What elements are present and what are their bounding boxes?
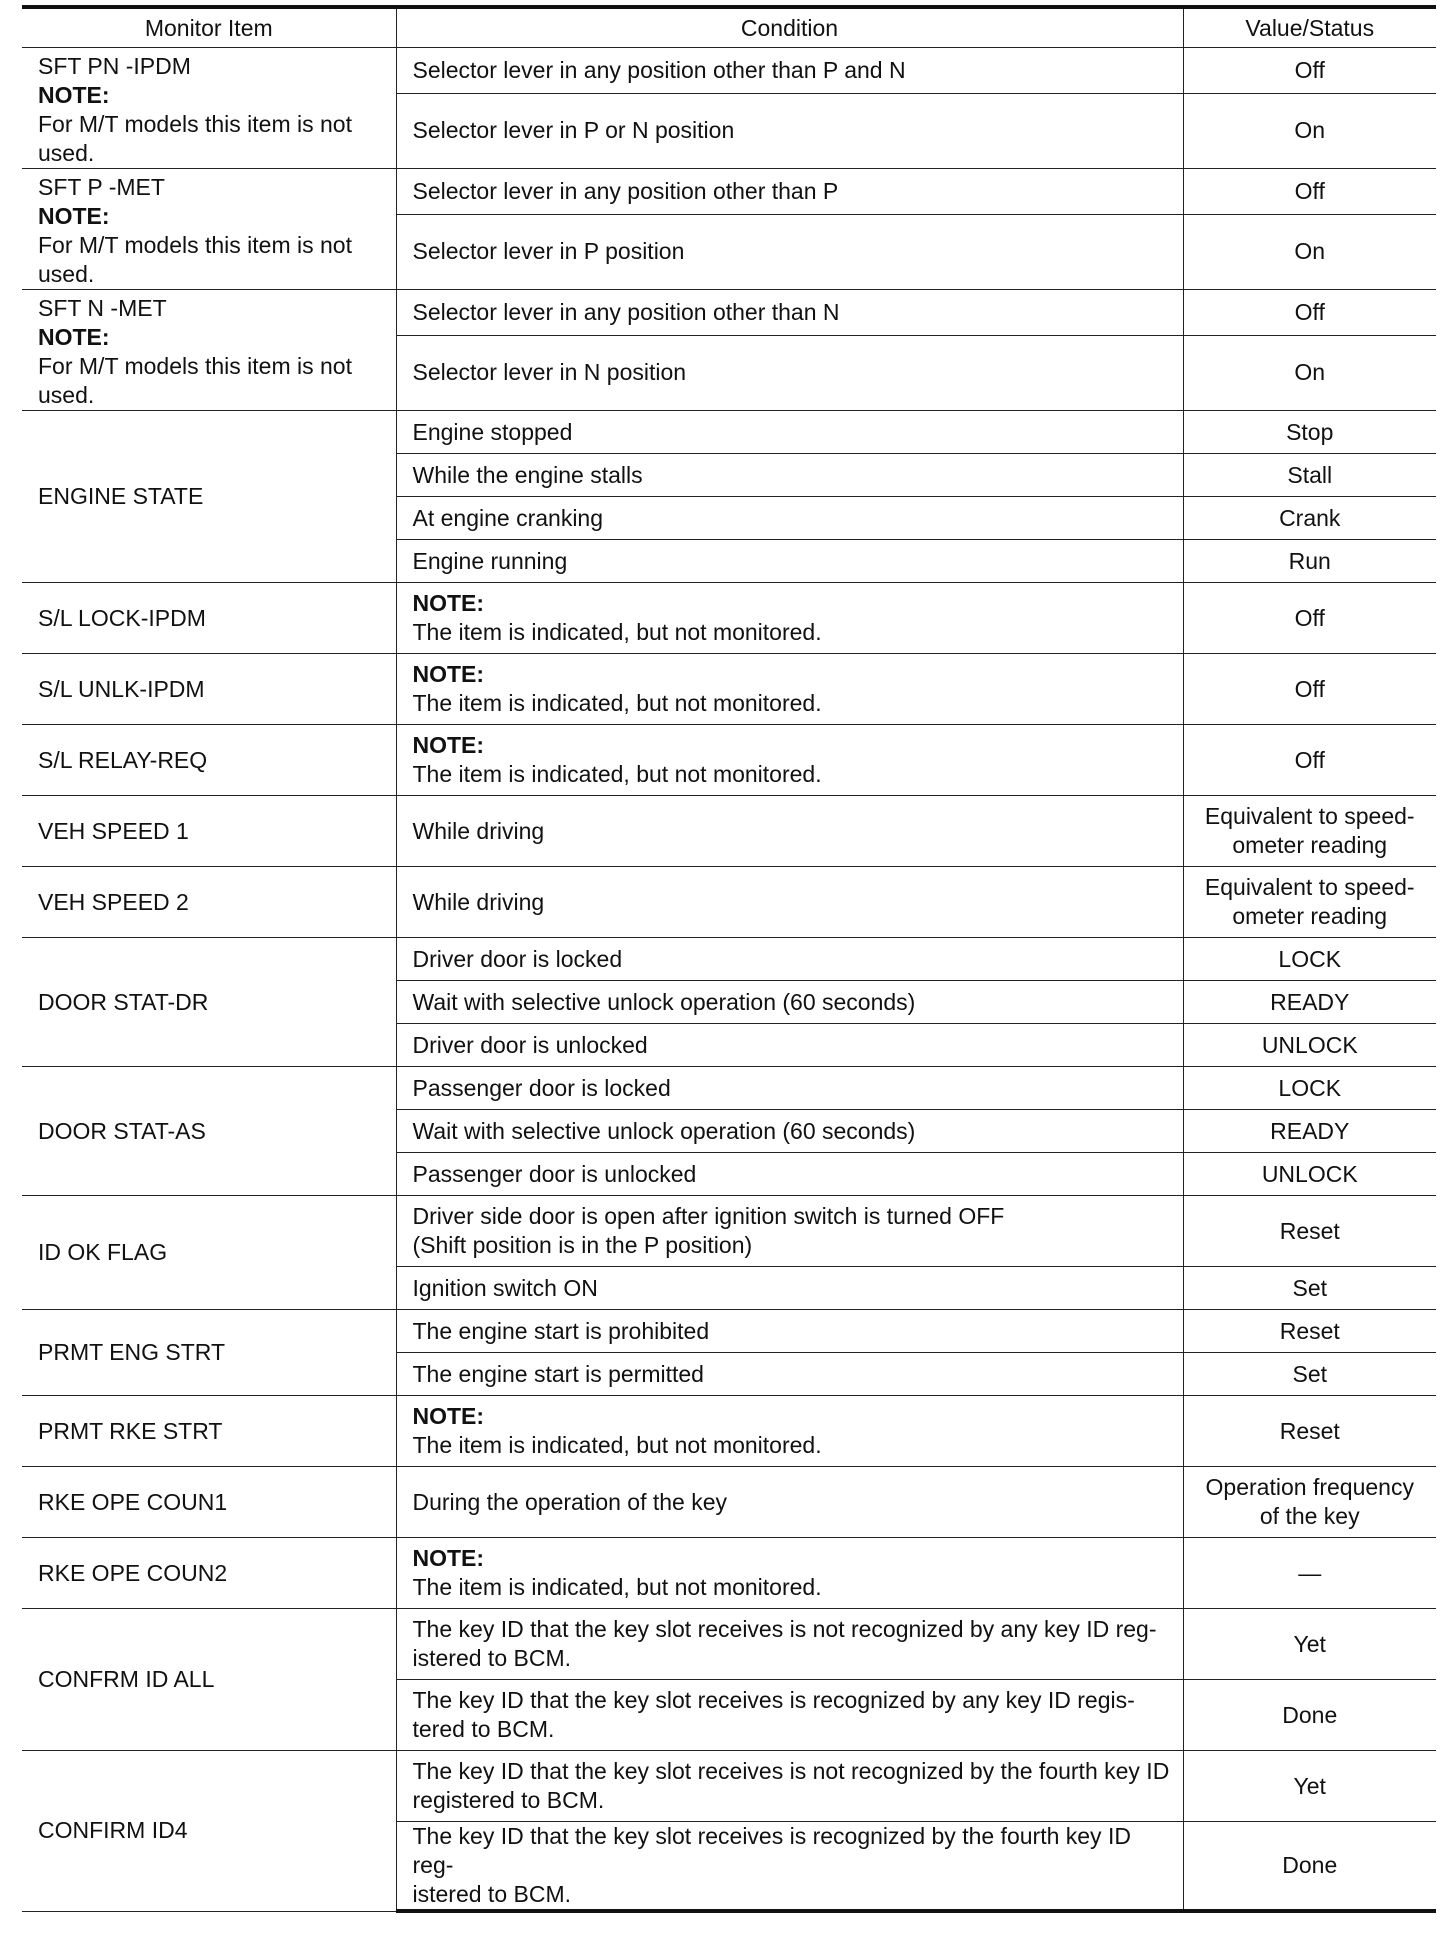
condition-text: Engine stopped — [412, 418, 573, 445]
table-row — [22, 867, 1436, 938]
condition-cell — [396, 1751, 1183, 1822]
monitor-item-name: PRMT RKE STRT — [38, 1417, 223, 1444]
table-body — [22, 48, 1436, 1912]
condition-text: During the operation of the key — [412, 1488, 728, 1515]
monitor-item-name: CONFIRM ID4 — [38, 1817, 188, 1844]
condition-text: The item is indicated, but not monitored. — [412, 619, 822, 645]
value-status-cell — [1183, 1822, 1436, 1912]
condition-text: The engine start is permitted — [412, 1360, 704, 1387]
monitor-item-note-label: NOTE: — [38, 203, 110, 229]
value-status-cell — [1183, 335, 1436, 410]
monitor-item-cell — [22, 290, 396, 411]
table-row — [22, 1751, 1436, 1822]
monitor-item-note-text: For M/T models this item is not — [38, 232, 352, 258]
condition-cell — [396, 654, 1183, 725]
condition-text: Driver side door is open after ignition switch is turned OFF — [412, 1203, 1005, 1229]
value-status-text: Off — [1294, 177, 1325, 204]
value-status-cell — [1183, 1538, 1436, 1609]
monitor-item-name: PRMT ENG STRT — [38, 1339, 225, 1365]
condition-text: Wait with selective unlock operation (60 seconds) — [412, 1117, 916, 1144]
condition-text: Driver door is locked — [412, 945, 623, 972]
monitor-item-cell — [22, 1467, 396, 1538]
value-status-text: Reset — [1279, 1317, 1340, 1344]
condition-text: The item is indicated, but not monitored. — [412, 690, 822, 716]
condition-text: The key ID that the key slot receives is not recognized by the fourth key ID — [412, 1758, 1170, 1784]
monitor-item-name: CONFRM ID ALL — [38, 1666, 215, 1692]
value-status-cell — [1183, 1310, 1436, 1353]
monitor-item-name: S/L UNLK-IPDM — [38, 675, 205, 702]
condition-text: The item is indicated, but not monitored. — [412, 761, 822, 787]
condition-cell — [396, 335, 1183, 410]
condition-note-label: NOTE: — [412, 1403, 485, 1429]
value-status-text: ometer reading — [1232, 903, 1388, 929]
value-status-text: Crank — [1279, 504, 1341, 531]
value-status-cell — [1183, 1751, 1436, 1822]
value-status-cell — [1183, 214, 1436, 289]
value-status-text: Yet — [1293, 1630, 1326, 1657]
value-status-cell — [1183, 1067, 1436, 1110]
monitor-item-note-text: For M/T models this item is not — [38, 111, 352, 137]
condition-text: Selector lever in P position — [412, 238, 685, 265]
table-row — [22, 1467, 1436, 1538]
value-status-text: Run — [1288, 547, 1331, 574]
value-status-cell — [1183, 1153, 1436, 1196]
condition-text: The key ID that the key slot receives is recognized by any key ID regis- — [412, 1687, 1135, 1713]
condition-cell — [396, 1680, 1183, 1751]
condition-text: The key ID that the key slot receives is recognized by the fourth key ID reg- — [412, 1823, 1131, 1878]
condition-cell — [396, 981, 1183, 1024]
value-status-cell — [1183, 290, 1436, 336]
value-status-cell — [1183, 938, 1436, 981]
condition-text: Passenger door is locked — [412, 1074, 671, 1101]
value-status-cell — [1183, 454, 1436, 497]
condition-cell — [396, 1538, 1183, 1609]
value-status-text: Set — [1292, 1360, 1328, 1387]
condition-text: Selector lever in P or N position — [412, 117, 735, 144]
condition-text: While driving — [412, 888, 545, 915]
monitor-item-cell — [22, 1609, 396, 1751]
condition-text: istered to BCM. — [412, 1881, 571, 1907]
condition-cell — [396, 290, 1183, 336]
monitor-item-note-text: used. — [38, 261, 95, 287]
table-row — [22, 1196, 1436, 1267]
condition-text: Ignition switch ON — [412, 1274, 598, 1301]
value-status-cell — [1183, 1267, 1436, 1310]
monitor-item-name: ENGINE STATE — [38, 483, 204, 509]
monitor-item-cell — [22, 1067, 396, 1196]
condition-cell — [396, 867, 1183, 938]
value-status-cell — [1183, 48, 1436, 94]
condition-note-label: NOTE: — [412, 1545, 485, 1571]
table-row — [22, 583, 1436, 654]
monitor-item-name: VEH SPEED 2 — [38, 888, 189, 915]
value-status-cell — [1183, 654, 1436, 725]
table-row — [22, 169, 1436, 215]
condition-cell — [396, 1024, 1183, 1067]
condition-text: Wait with selective unlock operation (60 seconds) — [412, 988, 916, 1015]
monitor-item-name: DOOR STAT-AS — [38, 1117, 206, 1144]
condition-text: tered to BCM. — [412, 1716, 555, 1742]
condition-text: Engine running — [412, 547, 568, 574]
monitor-item-name: SFT PN -IPDM — [38, 53, 191, 79]
value-status-cell — [1183, 1024, 1436, 1067]
monitor-item-cell — [22, 48, 396, 169]
header-monitor-item: Monitor Item — [22, 7, 396, 48]
value-status-text: ometer reading — [1232, 832, 1388, 858]
value-status-text: Off — [1294, 298, 1325, 325]
condition-cell — [396, 1353, 1183, 1396]
value-status-text: of the key — [1259, 1503, 1360, 1529]
table-row — [22, 48, 1436, 94]
value-status-text: — — [1298, 1559, 1322, 1586]
condition-text: The item is indicated, but not monitored. — [412, 1574, 822, 1600]
monitor-item-cell — [22, 654, 396, 725]
table-row — [22, 1396, 1436, 1467]
condition-cell — [396, 1153, 1183, 1196]
condition-cell — [396, 48, 1183, 94]
monitor-item-name: VEH SPEED 1 — [38, 817, 189, 844]
condition-text: (Shift position is in the P position) — [412, 1232, 753, 1258]
value-status-text: UNLOCK — [1261, 1160, 1358, 1187]
table-row — [22, 1538, 1436, 1609]
value-status-text: Done — [1282, 1852, 1338, 1878]
value-status-text: Stall — [1287, 461, 1333, 488]
condition-cell — [396, 1310, 1183, 1353]
condition-text: Selector lever in any position other than N — [412, 298, 840, 325]
monitor-item-name: RKE OPE COUN1 — [38, 1488, 228, 1515]
value-status-cell — [1183, 1396, 1436, 1467]
value-status-text: Reset — [1279, 1217, 1340, 1244]
value-status-cell — [1183, 867, 1436, 938]
monitor-item-cell — [22, 583, 396, 654]
value-status-cell — [1183, 1609, 1436, 1680]
value-status-cell — [1183, 583, 1436, 654]
condition-cell — [396, 411, 1183, 454]
condition-cell — [396, 93, 1183, 168]
condition-text: Selector lever in any position other than P — [412, 177, 839, 204]
table-row — [22, 1310, 1436, 1353]
table-row — [22, 796, 1436, 867]
condition-text: While driving — [412, 817, 545, 844]
value-status-text: Set — [1292, 1274, 1328, 1301]
condition-cell — [396, 1067, 1183, 1110]
monitor-item-cell — [22, 1196, 396, 1310]
value-status-text: Yet — [1293, 1772, 1326, 1799]
condition-cell — [396, 1110, 1183, 1153]
value-status-cell — [1183, 1467, 1436, 1538]
value-status-cell — [1183, 1353, 1436, 1396]
condition-cell — [396, 1609, 1183, 1680]
table-row — [22, 411, 1436, 454]
monitor-item-note-label: NOTE: — [38, 82, 110, 108]
condition-text: Selector lever in N position — [412, 359, 687, 386]
value-status-text: LOCK — [1278, 1074, 1342, 1101]
condition-cell — [396, 540, 1183, 583]
value-status-text: Off — [1294, 604, 1325, 631]
value-status-cell — [1183, 93, 1436, 168]
value-status-text: Stop — [1286, 418, 1334, 445]
header-value-status: Value/Status — [1183, 7, 1436, 48]
value-status-cell — [1183, 540, 1436, 583]
monitor-item-cell — [22, 938, 396, 1067]
monitor-item-name: S/L LOCK-IPDM — [38, 604, 206, 631]
value-status-cell — [1183, 981, 1436, 1024]
value-status-text: Operation frequency — [1205, 1474, 1414, 1500]
condition-cell — [396, 497, 1183, 540]
condition-text: The engine start is prohibited — [412, 1317, 710, 1344]
monitor-item-name: ID OK FLAG — [38, 1239, 168, 1265]
value-status-cell — [1183, 497, 1436, 540]
value-status-text: LOCK — [1278, 945, 1342, 972]
value-status-text: Equivalent to speed- — [1204, 803, 1415, 829]
monitor-item-cell — [22, 1396, 396, 1467]
condition-cell — [396, 1467, 1183, 1538]
value-status-cell — [1183, 1110, 1436, 1153]
condition-text: At engine cranking — [412, 504, 604, 531]
value-status-cell — [1183, 1680, 1436, 1751]
table-row — [22, 290, 1436, 336]
monitor-item-note-text: used. — [38, 140, 95, 166]
value-status-cell — [1183, 725, 1436, 796]
monitor-item-note-text: For M/T models this item is not — [38, 353, 352, 379]
table-row — [22, 1609, 1436, 1680]
header-condition: Condition — [396, 7, 1183, 48]
monitor-item-cell — [22, 1751, 396, 1912]
condition-text: istered to BCM. — [412, 1645, 571, 1671]
condition-cell — [396, 1822, 1183, 1912]
condition-cell — [396, 938, 1183, 981]
condition-text: The key ID that the key slot receives is not recognized by any key ID reg- — [412, 1616, 1157, 1642]
table-header — [22, 7, 1436, 48]
condition-text: The item is indicated, but not monitored. — [412, 1432, 822, 1458]
table-row — [22, 938, 1436, 981]
monitor-item-name: DOOR STAT-DR — [38, 988, 209, 1015]
value-status-text: On — [1294, 117, 1326, 144]
value-status-cell — [1183, 1196, 1436, 1267]
condition-cell — [396, 1196, 1183, 1267]
value-status-text: UNLOCK — [1261, 1031, 1358, 1058]
value-status-cell — [1183, 169, 1436, 215]
condition-note-label: NOTE: — [412, 732, 485, 758]
monitor-item-cell — [22, 169, 396, 290]
condition-text: Selector lever in any position other than P and N — [412, 56, 906, 83]
condition-cell — [396, 725, 1183, 796]
monitor-item-cell — [22, 1310, 396, 1396]
condition-cell — [396, 169, 1183, 215]
condition-cell — [396, 454, 1183, 497]
condition-cell — [396, 214, 1183, 289]
monitor-item-cell — [22, 867, 396, 938]
monitor-item-table — [22, 5, 1436, 1913]
value-status-text: On — [1294, 359, 1326, 386]
monitor-item-name: RKE OPE COUN2 — [38, 1559, 228, 1586]
value-status-cell — [1183, 411, 1436, 454]
condition-text: Driver door is unlocked — [412, 1031, 648, 1058]
condition-cell — [396, 583, 1183, 654]
value-status-text: Off — [1294, 746, 1325, 773]
monitor-item-cell — [22, 725, 396, 796]
value-status-text: Off — [1294, 675, 1325, 702]
value-status-text: Done — [1282, 1701, 1338, 1728]
monitor-item-name: S/L RELAY-REQ — [38, 746, 208, 773]
document-page — [22, 5, 1436, 1913]
condition-cell — [396, 1396, 1183, 1467]
value-status-text: On — [1294, 238, 1326, 265]
condition-text: While the engine stalls — [412, 461, 643, 488]
value-status-text: Off — [1294, 56, 1325, 83]
value-status-text: Reset — [1279, 1417, 1340, 1444]
value-status-text: READY — [1270, 988, 1350, 1015]
monitor-item-cell — [22, 796, 396, 867]
monitor-item-name: SFT P -MET — [38, 174, 165, 200]
monitor-item-note-text: used. — [38, 382, 95, 408]
value-status-text: READY — [1270, 1117, 1350, 1144]
condition-text: Passenger door is unlocked — [412, 1160, 697, 1187]
monitor-item-name: SFT N -MET — [38, 295, 167, 321]
table-row — [22, 654, 1436, 725]
condition-text: registered to BCM. — [412, 1787, 605, 1813]
condition-cell — [396, 796, 1183, 867]
condition-note-label: NOTE: — [412, 590, 485, 616]
table-row — [22, 725, 1436, 796]
monitor-item-cell — [22, 1538, 396, 1609]
table-row — [22, 1067, 1436, 1110]
header-row — [22, 7, 1436, 48]
condition-note-label: NOTE: — [412, 661, 485, 687]
monitor-item-cell — [22, 411, 396, 583]
monitor-item-note-label: NOTE: — [38, 324, 110, 350]
value-status-text: Equivalent to speed- — [1204, 874, 1415, 900]
value-status-cell — [1183, 796, 1436, 867]
condition-cell — [396, 1267, 1183, 1310]
